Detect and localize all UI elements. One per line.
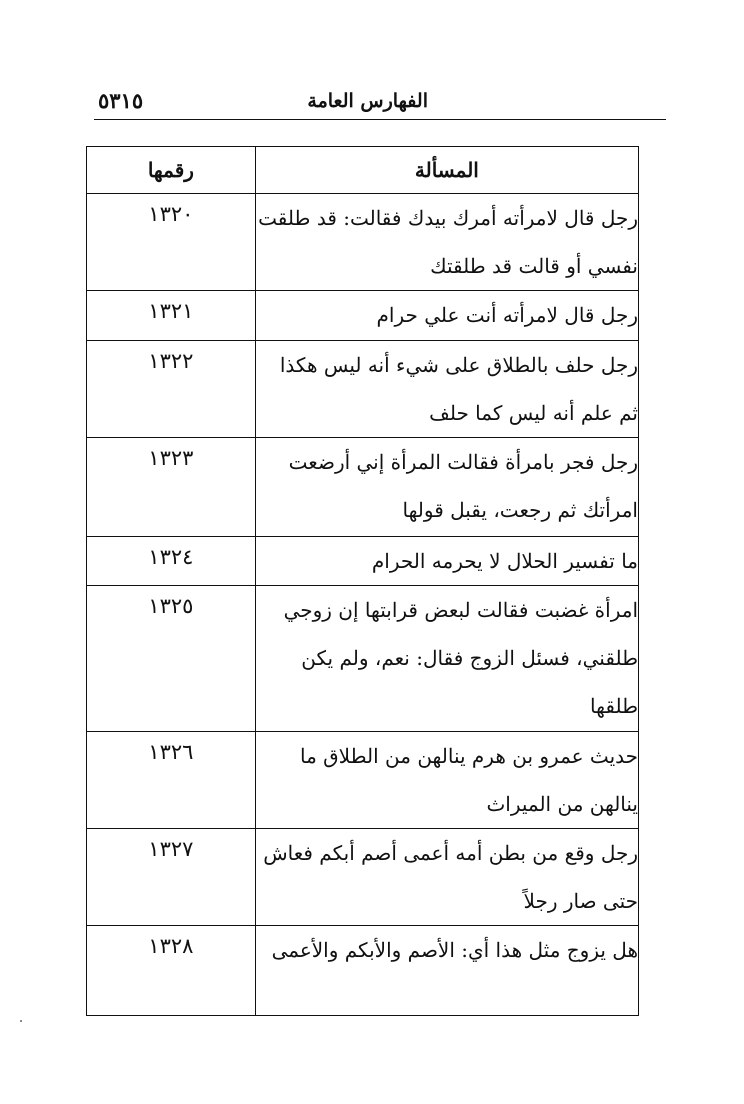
table-row bbox=[87, 341, 639, 438]
question-cell: امرأة غضبت فقالت لبعض قرابتها إن زوجي طلقني، فسئل الزوج فقال: نعم، ولم يكن طلقها bbox=[255, 586, 638, 732]
index-table bbox=[86, 146, 639, 1016]
question-cell: رجل وقع من بطن أمه أعمى أصم أبكم فعاش حتى صار رجلاً bbox=[255, 829, 638, 926]
running-title: الفهارس العامة bbox=[307, 90, 428, 112]
page-number: ٥٣١٥ bbox=[98, 88, 144, 113]
number-cell: ١٣٢٦ bbox=[87, 732, 256, 829]
question-cell: ما تفسير الحلال لا يحرمه الحرام bbox=[255, 537, 638, 586]
number-cell: ١٣٢٣ bbox=[87, 438, 256, 537]
table-row bbox=[87, 537, 639, 586]
page-header bbox=[94, 86, 666, 120]
table-row bbox=[87, 926, 639, 1016]
table-row bbox=[87, 194, 639, 291]
question-cell: رجل قال لامرأته أنت علي حرام bbox=[255, 291, 638, 341]
number-cell: ١٣٢٨ bbox=[87, 926, 256, 1016]
column-header-question: المسألة bbox=[255, 147, 638, 194]
question-cell: رجل قال لامرأته أمرك بيدك فقالت: قد طلقت نفسي أو قالت قد طلقتك bbox=[255, 194, 638, 291]
number-cell: ١٣٢١ bbox=[87, 291, 256, 341]
table-header-row bbox=[87, 147, 639, 194]
number-cell: ١٣٢٢ bbox=[87, 341, 256, 438]
header-rule bbox=[94, 119, 666, 120]
question-cell: هل يزوج مثل هذا أي: الأصم والأبكم والأعمى bbox=[255, 926, 638, 1016]
table-row bbox=[87, 829, 639, 926]
table-row bbox=[87, 291, 639, 341]
number-cell: ١٣٢٤ bbox=[87, 537, 256, 586]
question-cell: حديث عمرو بن هرم ينالهن من الطلاق ما ينالهن من الميراث bbox=[255, 732, 638, 829]
table-row bbox=[87, 586, 639, 732]
number-cell: ١٣٢٥ bbox=[87, 586, 256, 732]
table-row bbox=[87, 438, 639, 537]
question-cell: رجل حلف بالطلاق على شيء أنه ليس هكذا ثم علم أنه ليس كما حلف bbox=[255, 341, 638, 438]
question-cell: رجل فجر بامرأة فقالت المرأة إني أرضعت امرأتك ثم رجعت، يقبل قولها bbox=[255, 438, 638, 537]
number-cell: ١٣٢٧ bbox=[87, 829, 256, 926]
number-cell: ١٣٢٠ bbox=[87, 194, 256, 291]
table-row bbox=[87, 732, 639, 829]
scan-speck bbox=[20, 1020, 22, 1022]
column-header-number: رقمها bbox=[87, 147, 256, 194]
